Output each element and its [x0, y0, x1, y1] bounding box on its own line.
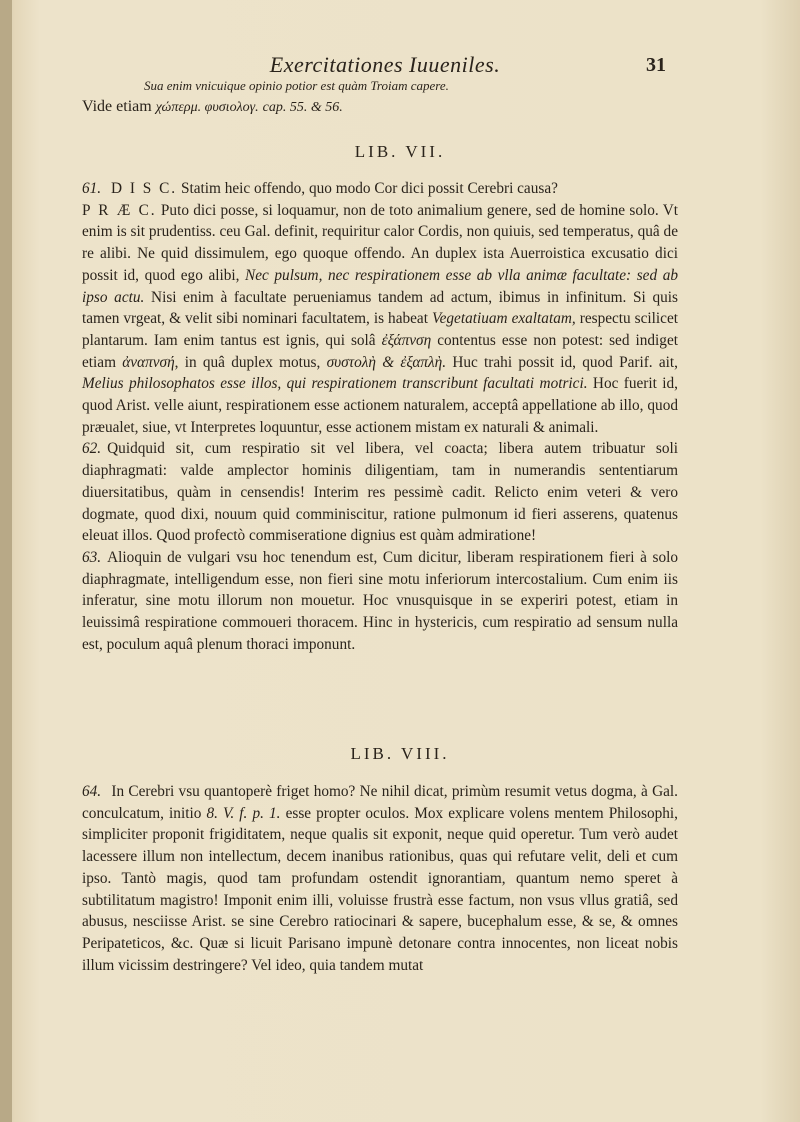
answer-text: contentus esse non potest: sed indiget etiam — [82, 331, 678, 371]
book-vii-title: LIB. VII. — [354, 142, 446, 161]
reference-prefix: Vide etiam — [82, 98, 152, 115]
paragraph-text: Alioquin de vulgari vsu hoc tenendum est, Cum dicitur, liberam respirationem fieri à solo diaphragmate, intelligendum esse, non fieri sine motu inferiorum intercostalium. Cum enim iis inferatur, sine motu illorum non mouetur. Hoc vnusquisque in se experiri potest, etiam in leuissimâ respiratione commoueri thoracem. Hinc in hystericis, cum respiratio ad sensum nulla est, poculum aquâ plenum thoraci imponunt. — [82, 548, 678, 653]
page-header — [0, 52, 800, 80]
book-viii-text — [82, 781, 678, 976]
greek-term: συστολὴ & ἐξαπλὴ. — [326, 353, 447, 371]
paragraph-number: 61. — [82, 180, 102, 197]
answer-text: Nisi enim à facultate perueniamus tandem ad actum, ibimus in infinitum. Si quis tamen vrgeat, & velit sibi nominari facultatem, is habeat — [82, 288, 678, 328]
question-text: Statim heic offendo, quo modo Cor dici possit Cerebri causa? — [180, 180, 558, 197]
motto-line: Sua enim vnicuique opinio potior est quàm Troiam capere. — [144, 78, 449, 93]
italic-term: Vegetatiuam exaltatam, — [431, 310, 576, 328]
paragraph-64 — [82, 781, 678, 976]
answer-text: , in quâ duplex motus, — [174, 353, 321, 371]
paragraph-text: In Cerebri vsu quantoperè friget homo? Ne nihil dicat, primùm resumit vetus dogma, à Gal. conculcatum, initio — [82, 783, 678, 822]
reference-greek: χώπερμ. φυσιολογ. — [155, 100, 259, 115]
reference-line — [82, 98, 343, 116]
speaker-label: D I S C. — [110, 180, 178, 197]
citation-text: 8. V. f. p. 1. — [206, 804, 281, 822]
paragraph-63 — [82, 547, 678, 656]
answer-text: Huc trahi possit id, quod Parif. ait, — [452, 353, 678, 371]
running-title: Exercitationes Iuueniles. — [269, 52, 501, 77]
page-gutter — [0, 0, 12, 1122]
answer-text: Hoc fuerit id, quod Arist. velle aiunt, respirationem esse actionem naturalem, acceptâ appellatione ab illo, quod præualet, siue, vt Interpretes loquuntur, esse actionem mistam ex naturali & animali. — [82, 375, 678, 436]
page-number: 31 — [646, 54, 666, 76]
paragraph-62 — [82, 438, 678, 547]
answer-text: respectu scilicet plantarum. Iam enim tantus est ignis, qui solâ — [82, 310, 679, 349]
greek-term: ἐξάπνση — [381, 331, 432, 349]
paragraph-text: Quidquid sit, cum respiratio sit vel libera, vel coacta; libera autem tribuatur soli diaphragmati: valde amplector hominis diligentiam, tam in numerandis sententiarum diuersitatibus, quàm in censendis! Interim res pessimè cadit. Relicto enim veteri & vero dogmate, quod dixi, nouum quid comminiscitur, ratione pulmonum id fieri asserens, quatenus eleuat illos. Quod profectò commiseratione dignius est quàm admiratione! — [82, 440, 678, 545]
speaker-label: P R Æ C. — [82, 201, 157, 219]
paragraph-text: esse propter oculos. Mox explicare volens mentem Philosophi, simpliciter proponit frigiditatem, neque qualis sit exponit, neque quid operetur. Tum verò audet lacessere illum non intellectum, decem inanibus rationibus, quas qui refutare velit, deli et cum ipso. Tantò magis, quod tam profundam ostendit ignorantiam, quantum nemo speret à subtilitatum magistro! Imponit enim illi, voluisse frustrà esse factum, non vsus vllus gratiâ, sed abusus, nesciisse Arist. se sine Cerebro ratiocinari & sapere, bucephalum esse, & se, & omnes Peripateticos, &c. Quæ si licuit Parisano impunè detonare contra innocentes, non liceat nobis illum vicissim destringere? Vel ideo, quia tandem mutat — [82, 804, 679, 974]
reference-citation: cap. 55. & 56. — [262, 100, 343, 115]
paragraph-number: 62. — [82, 440, 102, 458]
italic-quote: Melius philosophatos esse illos, qui respirationem transcribunt facultati motrici. — [82, 375, 588, 393]
paragraph-number: 63. — [82, 548, 102, 566]
greek-term: ἀναπνσή — [122, 353, 175, 371]
book-vii-text — [82, 178, 678, 655]
italic-quote: Nec pulsum, nec respirationem esse ab vlla animæ facultate: sed ab ipso actu. — [82, 266, 678, 306]
paragraph-number: 64. — [82, 783, 102, 800]
book-viii-title: LIB. VIII. — [350, 744, 450, 763]
answer-text: Puto dici posse, si loquamur, non de toto animalium genere, sed de homine solo. Vt enim is sit prudentiss. ceu Gal. definit, requiritur calor Cordis, non quiuis, sed temperatus, quâ de re alibi. Ne quid dissimulem, ego quoque offendo. An duplex ista Auerroistica excusatio dici possit id, quod ego alibi, — [82, 201, 678, 284]
paragraph-61 — [82, 178, 678, 438]
